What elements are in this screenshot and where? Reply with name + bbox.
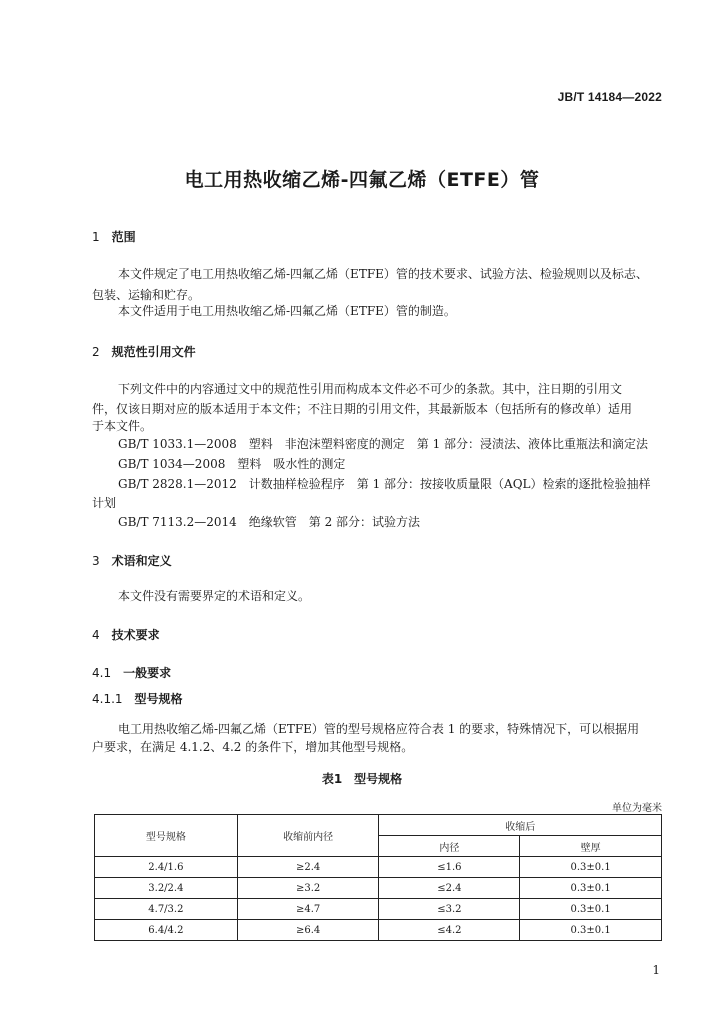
table-caption: 表1 型号规格 (321, 772, 403, 786)
section-number: 3 (92, 554, 100, 568)
section-title: 范围 (111, 230, 136, 244)
text-line: 下列文件中的内容通过文中的规范性引用而构成本文件必不可少的条款。其中，注日期的引用文 (118, 382, 623, 396)
table-row (95, 920, 662, 941)
cell-pre-id: ≥2.4 (237, 857, 379, 878)
cell-after-id: ≤4.2 (379, 920, 520, 941)
section-4-1-1-paragraph-cont (92, 737, 664, 758)
cell-wall: 0.3±0.1 (520, 878, 662, 899)
cell-after-id: ≤3.2 (379, 899, 520, 920)
section-title: 技术要求 (111, 628, 160, 642)
cell-after-id: ≤1.6 (379, 857, 520, 878)
normative-reference-cont: 计划 (92, 496, 117, 510)
spec-table (94, 814, 662, 941)
section-number: 4.1.1 (92, 692, 123, 706)
section-1-paragraph-1 (92, 264, 664, 285)
text-line: 本文件规定了电工用热收缩乙烯-四氟乙烯（ETFE）管的技术要求、试验方法、检验规则以及标志、 (118, 267, 648, 281)
section-title: 术语和定义 (111, 554, 172, 568)
section-2-heading (92, 343, 196, 360)
section-title: 型号规格 (134, 692, 183, 706)
text-line: 本文件适用于电工用热收缩乙烯-四氟乙烯（ETFE）管的制造。 (118, 304, 456, 318)
header-after-shrink: 收缩后 (379, 815, 662, 836)
text-line: 户要求，在满足 4.1.2、4.2 的条件下，增加其他型号规格。 (92, 740, 414, 754)
section-title: 一般要求 (123, 666, 172, 680)
text-line: 电工用热收缩乙烯-四氟乙烯（ETFE）管的型号规格应符合表 1 的要求，特殊情况下，可以根据用 (118, 722, 640, 736)
cell-pre-id: ≥6.4 (237, 920, 379, 941)
table-row (95, 857, 662, 878)
section-title: 规范性引用文件 (111, 345, 196, 359)
section-1-paragraph-2 (92, 301, 664, 322)
text-line: 件，仅该日期对应的版本适用于本文件；不注日期的引用文件，其最新版本（包括所有的修改单）适用 (92, 402, 633, 416)
table-header-row (95, 815, 662, 836)
cell-pre-id: ≥4.7 (237, 899, 379, 920)
section-2-intro (92, 379, 664, 400)
section-4-1-1-heading (92, 690, 183, 707)
section-3-paragraph (92, 586, 664, 607)
cell-wall: 0.3±0.1 (520, 899, 662, 920)
cell-pre-id: ≥3.2 (237, 878, 379, 899)
cell-model: 3.2/2.4 (95, 878, 238, 899)
cell-model: 4.7/3.2 (95, 899, 238, 920)
section-1-heading (92, 228, 136, 245)
document-title: 电工用热收缩乙烯-四氟乙烯（ETFE）管 (184, 169, 540, 191)
section-number: 4 (92, 628, 100, 642)
section-number: 4.1 (92, 666, 112, 680)
text-line: 本文件没有需要界定的术语和定义。 (118, 589, 311, 603)
header-after-id: 内径 (379, 836, 520, 857)
table-unit-note: 单位为毫米 (612, 803, 662, 814)
cell-model: 6.4/4.2 (95, 920, 238, 941)
section-number: 2 (92, 345, 100, 359)
header-model: 型号规格 (95, 815, 238, 857)
table-row (95, 899, 662, 920)
cell-wall: 0.3±0.1 (520, 857, 662, 878)
normative-reference: GB/T 1034—2008 塑料 吸水性的测定 (118, 457, 346, 471)
cell-model: 2.4/1.6 (95, 857, 238, 878)
section-number: 1 (92, 230, 100, 244)
normative-reference: GB/T 7113.2—2014 绝缘软管 第 2 部分：试验方法 (118, 515, 421, 529)
text-line: 包装、运输和贮存。 (92, 288, 201, 302)
text-line: 于本文件。 (92, 419, 153, 433)
header-pre-shrink-id: 收缩前内径 (237, 815, 379, 857)
section-4-heading (92, 626, 160, 643)
normative-reference: GB/T 2828.1—2012 计数抽样检验程序 第 1 部分：按接收质量限（AQL）检索的逐批检验抽样 (118, 477, 651, 491)
normative-reference: GB/T 1033.1—2008 塑料 非泡沫塑料密度的测定 第 1 部分：浸渍法、液体比重瓶法和滴定法 (118, 437, 649, 451)
page-number: 1 (652, 963, 660, 977)
cell-wall: 0.3±0.1 (520, 920, 662, 941)
cell-after-id: ≤2.4 (379, 878, 520, 899)
table-row (95, 878, 662, 899)
section-3-heading (92, 552, 172, 569)
standard-code: JB/T 14184—2022 (557, 90, 662, 104)
section-4-1-heading (92, 664, 171, 681)
header-wall-thickness: 壁厚 (520, 836, 662, 857)
